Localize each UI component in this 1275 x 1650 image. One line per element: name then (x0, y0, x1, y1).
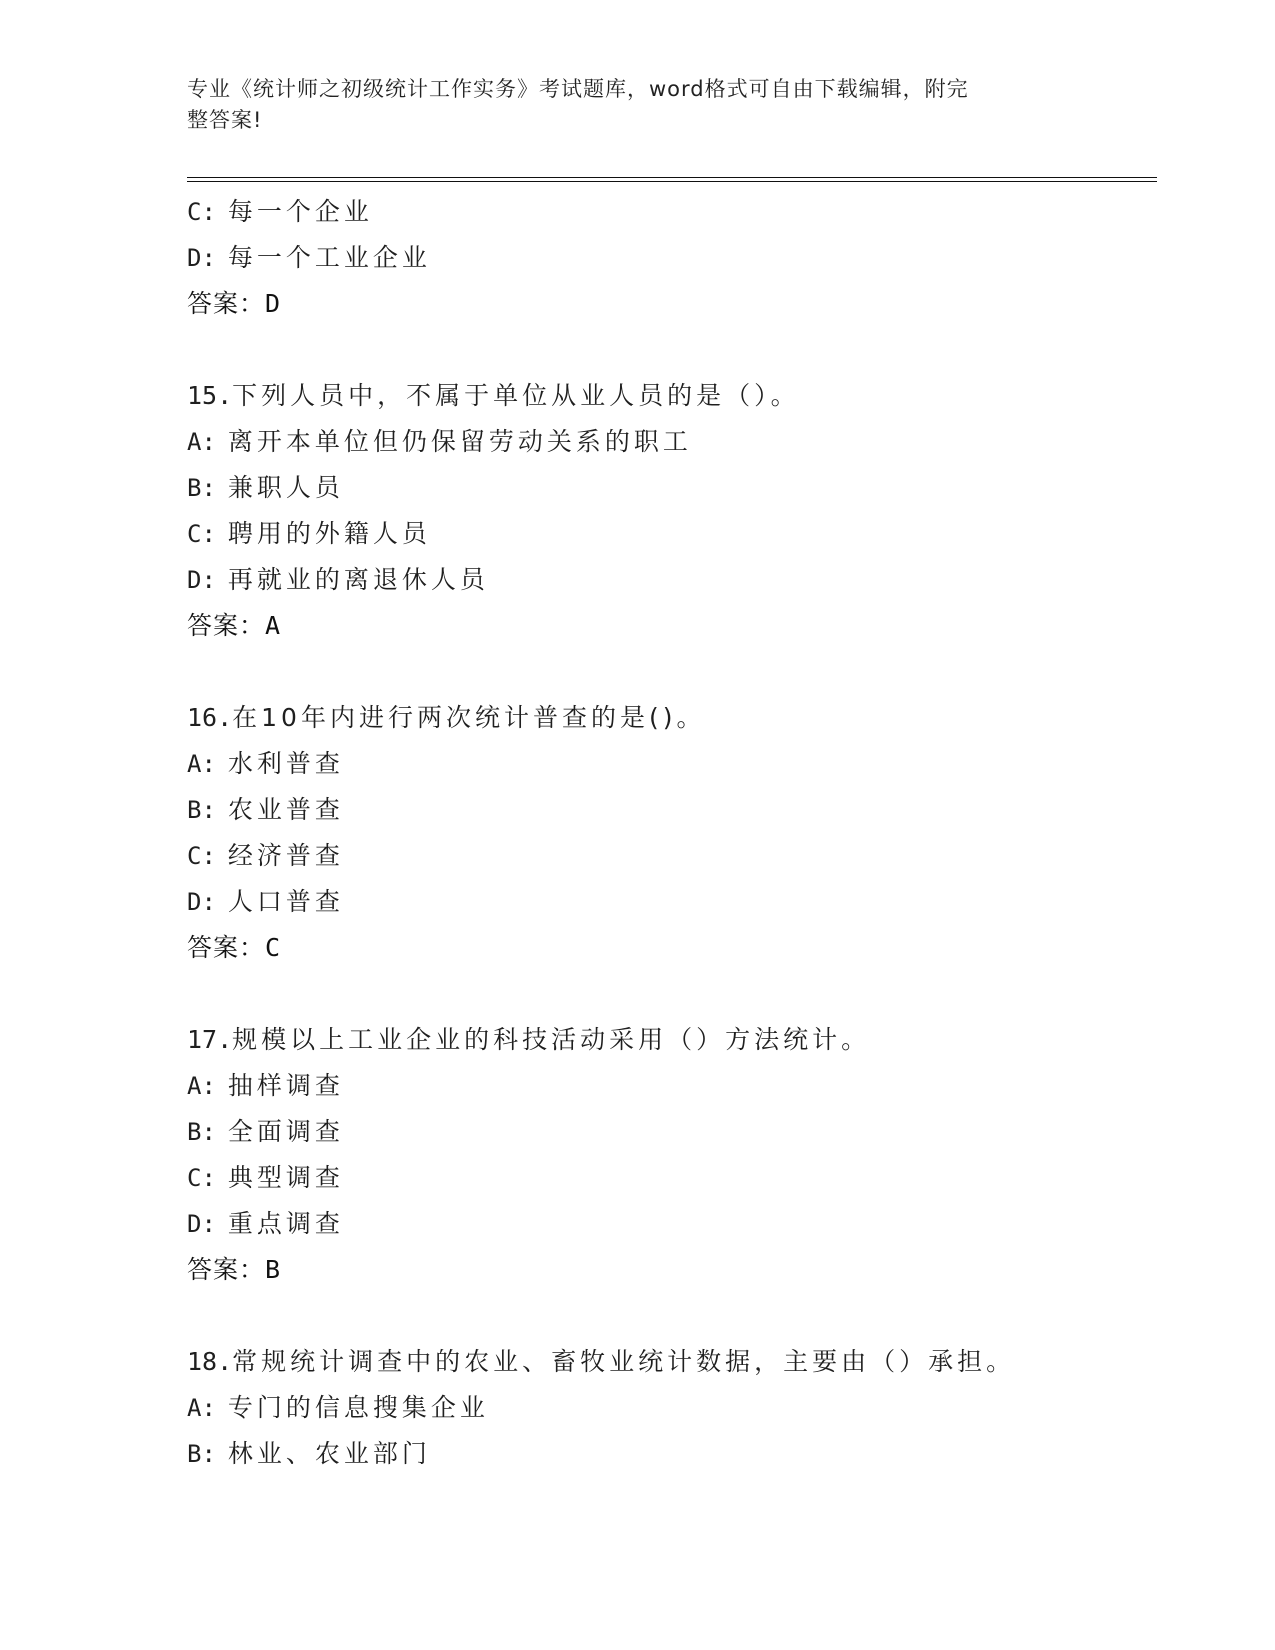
header-double-rule (187, 177, 1157, 182)
answer-option (187, 419, 1157, 465)
option-key: B: (187, 474, 216, 502)
answer-option (187, 833, 1157, 879)
question-text: 下列人员中，不属于单位从业人员的是（）。 (232, 381, 800, 410)
option-key: A: (187, 428, 216, 456)
option-spacer (216, 841, 228, 870)
option-text: 每一个企业 (227, 197, 373, 226)
option-key: D: (187, 566, 216, 594)
option-text: 聘用的外籍人员 (227, 519, 431, 548)
option-key: D: (187, 888, 216, 916)
option-text: 再就业的离退休人员 (227, 565, 489, 594)
option-spacer (216, 1163, 228, 1192)
question-number: 15. (187, 381, 233, 410)
option-text: 林业、农业部门 (227, 1439, 431, 1468)
option-text: 农业普查 (227, 795, 344, 824)
question-block (187, 695, 1157, 1017)
answer-label: 答案： (187, 1255, 266, 1284)
option-spacer (216, 565, 228, 594)
option-text: 水利普查 (227, 749, 344, 778)
question-text: 在10年内进行两次统计普查的是()。 (232, 703, 706, 732)
option-text: 专门的信息搜集企业 (227, 1393, 489, 1422)
option-key: D: (187, 1210, 216, 1238)
option-key: C: (187, 198, 216, 226)
option-spacer (216, 1393, 228, 1422)
question-block (187, 1017, 1157, 1339)
block-spacer (187, 649, 1157, 695)
option-spacer (216, 519, 228, 548)
question-stem (187, 1017, 1157, 1063)
option-text: 典型调查 (227, 1163, 344, 1192)
answer-option (187, 1063, 1157, 1109)
option-key: C: (187, 842, 216, 870)
answer-value: B (265, 1255, 282, 1284)
answer-option (187, 1201, 1157, 1247)
option-key: D: (187, 244, 216, 272)
option-text: 抽样调查 (227, 1071, 344, 1100)
header-note-line-1: 专业《统计师之初级统计工作实务》考试题库，word格式可自由下载编辑，附完 (187, 77, 969, 101)
answer-option (187, 557, 1157, 603)
answer-line (187, 603, 1157, 649)
option-spacer (216, 427, 228, 456)
answer-option (187, 511, 1157, 557)
option-key: A: (187, 750, 216, 778)
option-key: C: (187, 1164, 216, 1192)
question-number: 18. (187, 1347, 233, 1376)
option-spacer (216, 243, 228, 272)
block-spacer (187, 327, 1157, 373)
answer-line (187, 925, 1157, 971)
question-text: 常规统计调查中的农业、畜牧业统计数据，主要由（）承担。 (232, 1347, 1016, 1376)
question-text: 规模以上工业企业的科技活动采用（）方法统计。 (232, 1025, 871, 1054)
answer-label: 答案： (187, 933, 266, 962)
option-text: 人口普查 (227, 887, 344, 916)
answer-line (187, 1247, 1157, 1293)
block-spacer (187, 1293, 1157, 1339)
option-text: 离开本单位但仍保留劳动关系的职工 (227, 427, 692, 456)
option-spacer (216, 1439, 228, 1468)
block-spacer (187, 971, 1157, 1017)
option-key: A: (187, 1072, 216, 1100)
answer-line (187, 281, 1157, 327)
question-stem (187, 695, 1157, 741)
option-spacer (216, 749, 228, 778)
answer-option (187, 235, 1157, 281)
option-key: C: (187, 520, 216, 548)
option-spacer (216, 473, 228, 502)
header-note (187, 74, 1087, 136)
answer-option (187, 1385, 1157, 1431)
option-key: B: (187, 796, 216, 824)
option-spacer (216, 887, 228, 916)
answer-label: 答案： (187, 289, 266, 318)
header-note-line-2: 整答案! (187, 108, 263, 132)
answer-option (187, 787, 1157, 833)
question-number: 16. (187, 703, 233, 732)
option-spacer (216, 197, 228, 226)
option-spacer (216, 1071, 228, 1100)
answer-option (187, 465, 1157, 511)
answer-option (187, 879, 1157, 925)
question-number: 17. (187, 1025, 233, 1054)
answer-value: A (265, 611, 282, 640)
option-text: 重点调查 (227, 1209, 344, 1238)
answer-label: 答案： (187, 611, 266, 640)
option-spacer (216, 795, 228, 824)
option-text: 经济普查 (227, 841, 344, 870)
answer-option (187, 1431, 1157, 1477)
answer-value: C (265, 933, 282, 962)
answer-option (187, 1155, 1157, 1201)
option-spacer (216, 1117, 228, 1146)
option-spacer (216, 1209, 228, 1238)
option-text: 兼职人员 (227, 473, 344, 502)
answer-option (187, 189, 1157, 235)
question-stem (187, 1339, 1157, 1385)
question-block (187, 1339, 1157, 1477)
question-block (187, 373, 1157, 695)
answer-option (187, 741, 1157, 787)
question-stem (187, 373, 1157, 419)
option-key: A: (187, 1394, 216, 1422)
question-list (187, 189, 1157, 1477)
option-text: 每一个工业企业 (227, 243, 431, 272)
option-key: B: (187, 1440, 216, 1468)
answer-option (187, 1109, 1157, 1155)
option-text: 全面调查 (227, 1117, 344, 1146)
answer-value: D (265, 289, 282, 318)
option-key: B: (187, 1118, 216, 1146)
question-tail-block (187, 189, 1157, 373)
